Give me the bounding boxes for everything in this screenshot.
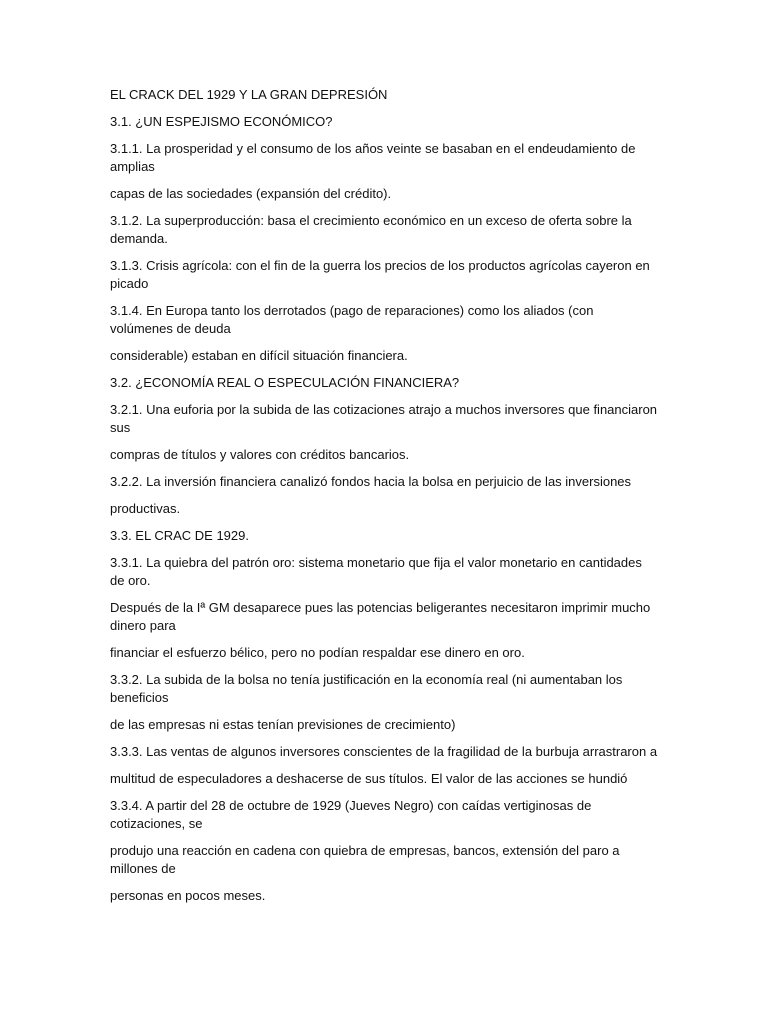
paragraph-3-2-1: 3.2.1. Una euforia por la subida de las cotizaciones atrajo a muchos inversores que financiaron sus (110, 402, 658, 435)
paragraph-3-2-2: 3.2.2. La inversión financiera canalizó fondos hacia la bolsa en perjuicio de las inversiones (110, 474, 632, 489)
section-heading-3-3: 3.3. EL CRAC DE 1929. (110, 528, 249, 543)
paragraph-3-2-2-continued: productivas. (110, 501, 181, 516)
section-heading-3-2: 3.2. ¿ECONOMÍA REAL O ESPECULACIÓN FINANCIERA? (110, 375, 460, 390)
paragraph-3-1-1: 3.1.1. La prosperidad y el consumo de los años veinte se basaban en el endeudamiento de amplias (110, 141, 636, 174)
paragraph-3-2-1-continued: compras de títulos y valores con créditos bancarios. (110, 447, 410, 462)
paragraph-3-1-4-continued: considerable) estaban en difícil situación financiera. (110, 348, 408, 363)
document-title: EL CRACK DEL 1929 Y LA GRAN DEPRESIÓN (110, 87, 388, 102)
paragraph-3-3-3-continued: multitud de especuladores a deshacerse de sus títulos. El valor de las acciones se hundió (110, 771, 628, 786)
paragraph-3-3-4-continued-a: produjo una reacción en cadena con quiebra de empresas, bancos, extensión del paro a millones de (110, 843, 620, 876)
paragraph-3-3-2-continued: de las empresas ni estas tenían previsiones de crecimiento) (110, 717, 456, 732)
section-heading-3-1: 3.1. ¿UN ESPEJISMO ECONÓMICO? (110, 114, 333, 129)
paragraph-3-3-1: 3.3.1. La quiebra del patrón oro: sistema monetario que fija el valor monetario en cantidades de oro. (110, 555, 642, 588)
paragraph-3-3-2: 3.3.2. La subida de la bolsa no tenía justificación en la economía real (ni aumentaban los beneficios (110, 672, 623, 705)
paragraph-3-1-2: 3.1.2. La superproducción: basa el crecimiento económico en un exceso de oferta sobre la demanda. (110, 213, 632, 246)
document-body (110, 86, 658, 914)
paragraph-3-3-4-continued-b: personas en pocos meses. (110, 888, 266, 903)
paragraph-3-1-3: 3.1.3. Crisis agrícola: con el fin de la guerra los precios de los productos agrícolas cayeron en picado (110, 258, 650, 291)
paragraph-3-3-3: 3.3.3. Las ventas de algunos inversores conscientes de la fragilidad de la burbuja arrastraron a (110, 744, 658, 759)
paragraph-3-1-1-continued: capas de las sociedades (expansión del crédito). (110, 186, 392, 201)
paragraph-3-3-1-continued-b: financiar el esfuerzo bélico, pero no podían respaldar ese dinero en oro. (110, 645, 525, 660)
paragraph-3-1-4: 3.1.4. En Europa tanto los derrotados (pago de reparaciones) como los aliados (con volúmenes de deuda (110, 303, 594, 336)
paragraph-3-3-4: 3.3.4. A partir del 28 de octubre de 1929 (Jueves Negro) con caídas vertiginosas de cotizaciones, se (110, 798, 592, 831)
paragraph-3-3-1-continued-a: Después de la Iª GM desaparece pues las potencias beligerantes necesitaron imprimir mucho dinero para (110, 600, 651, 633)
